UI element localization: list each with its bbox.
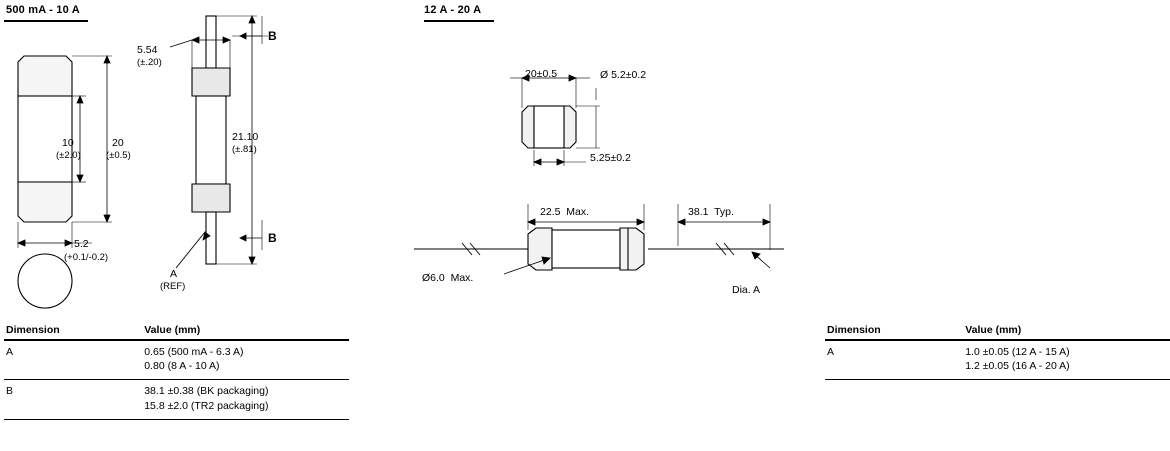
left-panel-title: 500 mA - 10 A [6, 4, 80, 16]
value-line: 0.80 (8 A - 10 A) [144, 360, 220, 373]
label-5-2-tolerance: (+0.1/-0.2) [64, 252, 109, 263]
cell-dimension: A [825, 340, 963, 380]
cell-dimension: B [4, 380, 142, 419]
label-length-20: 20±0.5 [525, 68, 558, 80]
table-row [4, 380, 349, 419]
left-dimension-table [4, 322, 349, 420]
table-header-row [4, 322, 349, 340]
label-10-tolerance: (±2.0) [56, 150, 81, 161]
right-dimension-table [825, 322, 1170, 380]
label-10: 10 [62, 137, 74, 149]
label-b-top: B [268, 29, 277, 43]
label-5-54: 5.54 [137, 44, 158, 56]
label-21-10: 21.10 [232, 131, 259, 143]
value-line: 1.0 ±0.05 (12 A - 15 A) [965, 346, 1070, 358]
label-dia-a: Dia. A [732, 284, 761, 296]
label-5-54-tolerance: (±.20) [137, 57, 162, 68]
label-a: A [170, 268, 178, 280]
value-line: 38.1 ±0.38 (BK packaging) [144, 385, 269, 398]
cell-dimension: A [4, 340, 142, 380]
label-b-bottom: B [268, 231, 277, 245]
header-dimension: Dimension [4, 322, 142, 340]
table-header-row [825, 322, 1170, 340]
label-diameter-6-0-max: Ø6.0 Max. [422, 272, 474, 284]
cell-value [963, 340, 1170, 380]
value-line: 1.2 ±0.05 (16 A - 20 A) [965, 360, 1070, 373]
label-5-25: 5.25±0.2 [590, 152, 631, 164]
table-row [4, 340, 349, 380]
right-panel-title: 12 A - 20 A [424, 4, 482, 16]
header-value: Value (mm) [142, 322, 349, 340]
value-line: 15.8 ±2.0 (TR2 packaging) [144, 399, 269, 412]
label-22-5-max: 22.5 Max. [540, 206, 590, 218]
table-row [825, 340, 1170, 380]
label-20: 20 [112, 137, 124, 149]
cell-value [142, 340, 349, 380]
label-20-tolerance: (±0.5) [106, 150, 131, 161]
label-5-2: 5.2 [74, 238, 89, 250]
header-value: Value (mm) [963, 322, 1170, 340]
left-diagram-panel [0, 0, 400, 451]
cell-value [142, 380, 349, 419]
label-diameter-5-2: Ø 5.2±0.2 [600, 69, 647, 81]
header-dimension: Dimension [825, 322, 963, 340]
right-diagram-panel [400, 0, 1070, 451]
label-38-1-typ: 38.1 Typ. [688, 206, 734, 218]
label-a-ref: (REF) [160, 281, 186, 292]
value-line: 0.65 (500 mA - 6.3 A) [144, 346, 244, 358]
label-21-10-tolerance: (±.81) [232, 144, 257, 155]
